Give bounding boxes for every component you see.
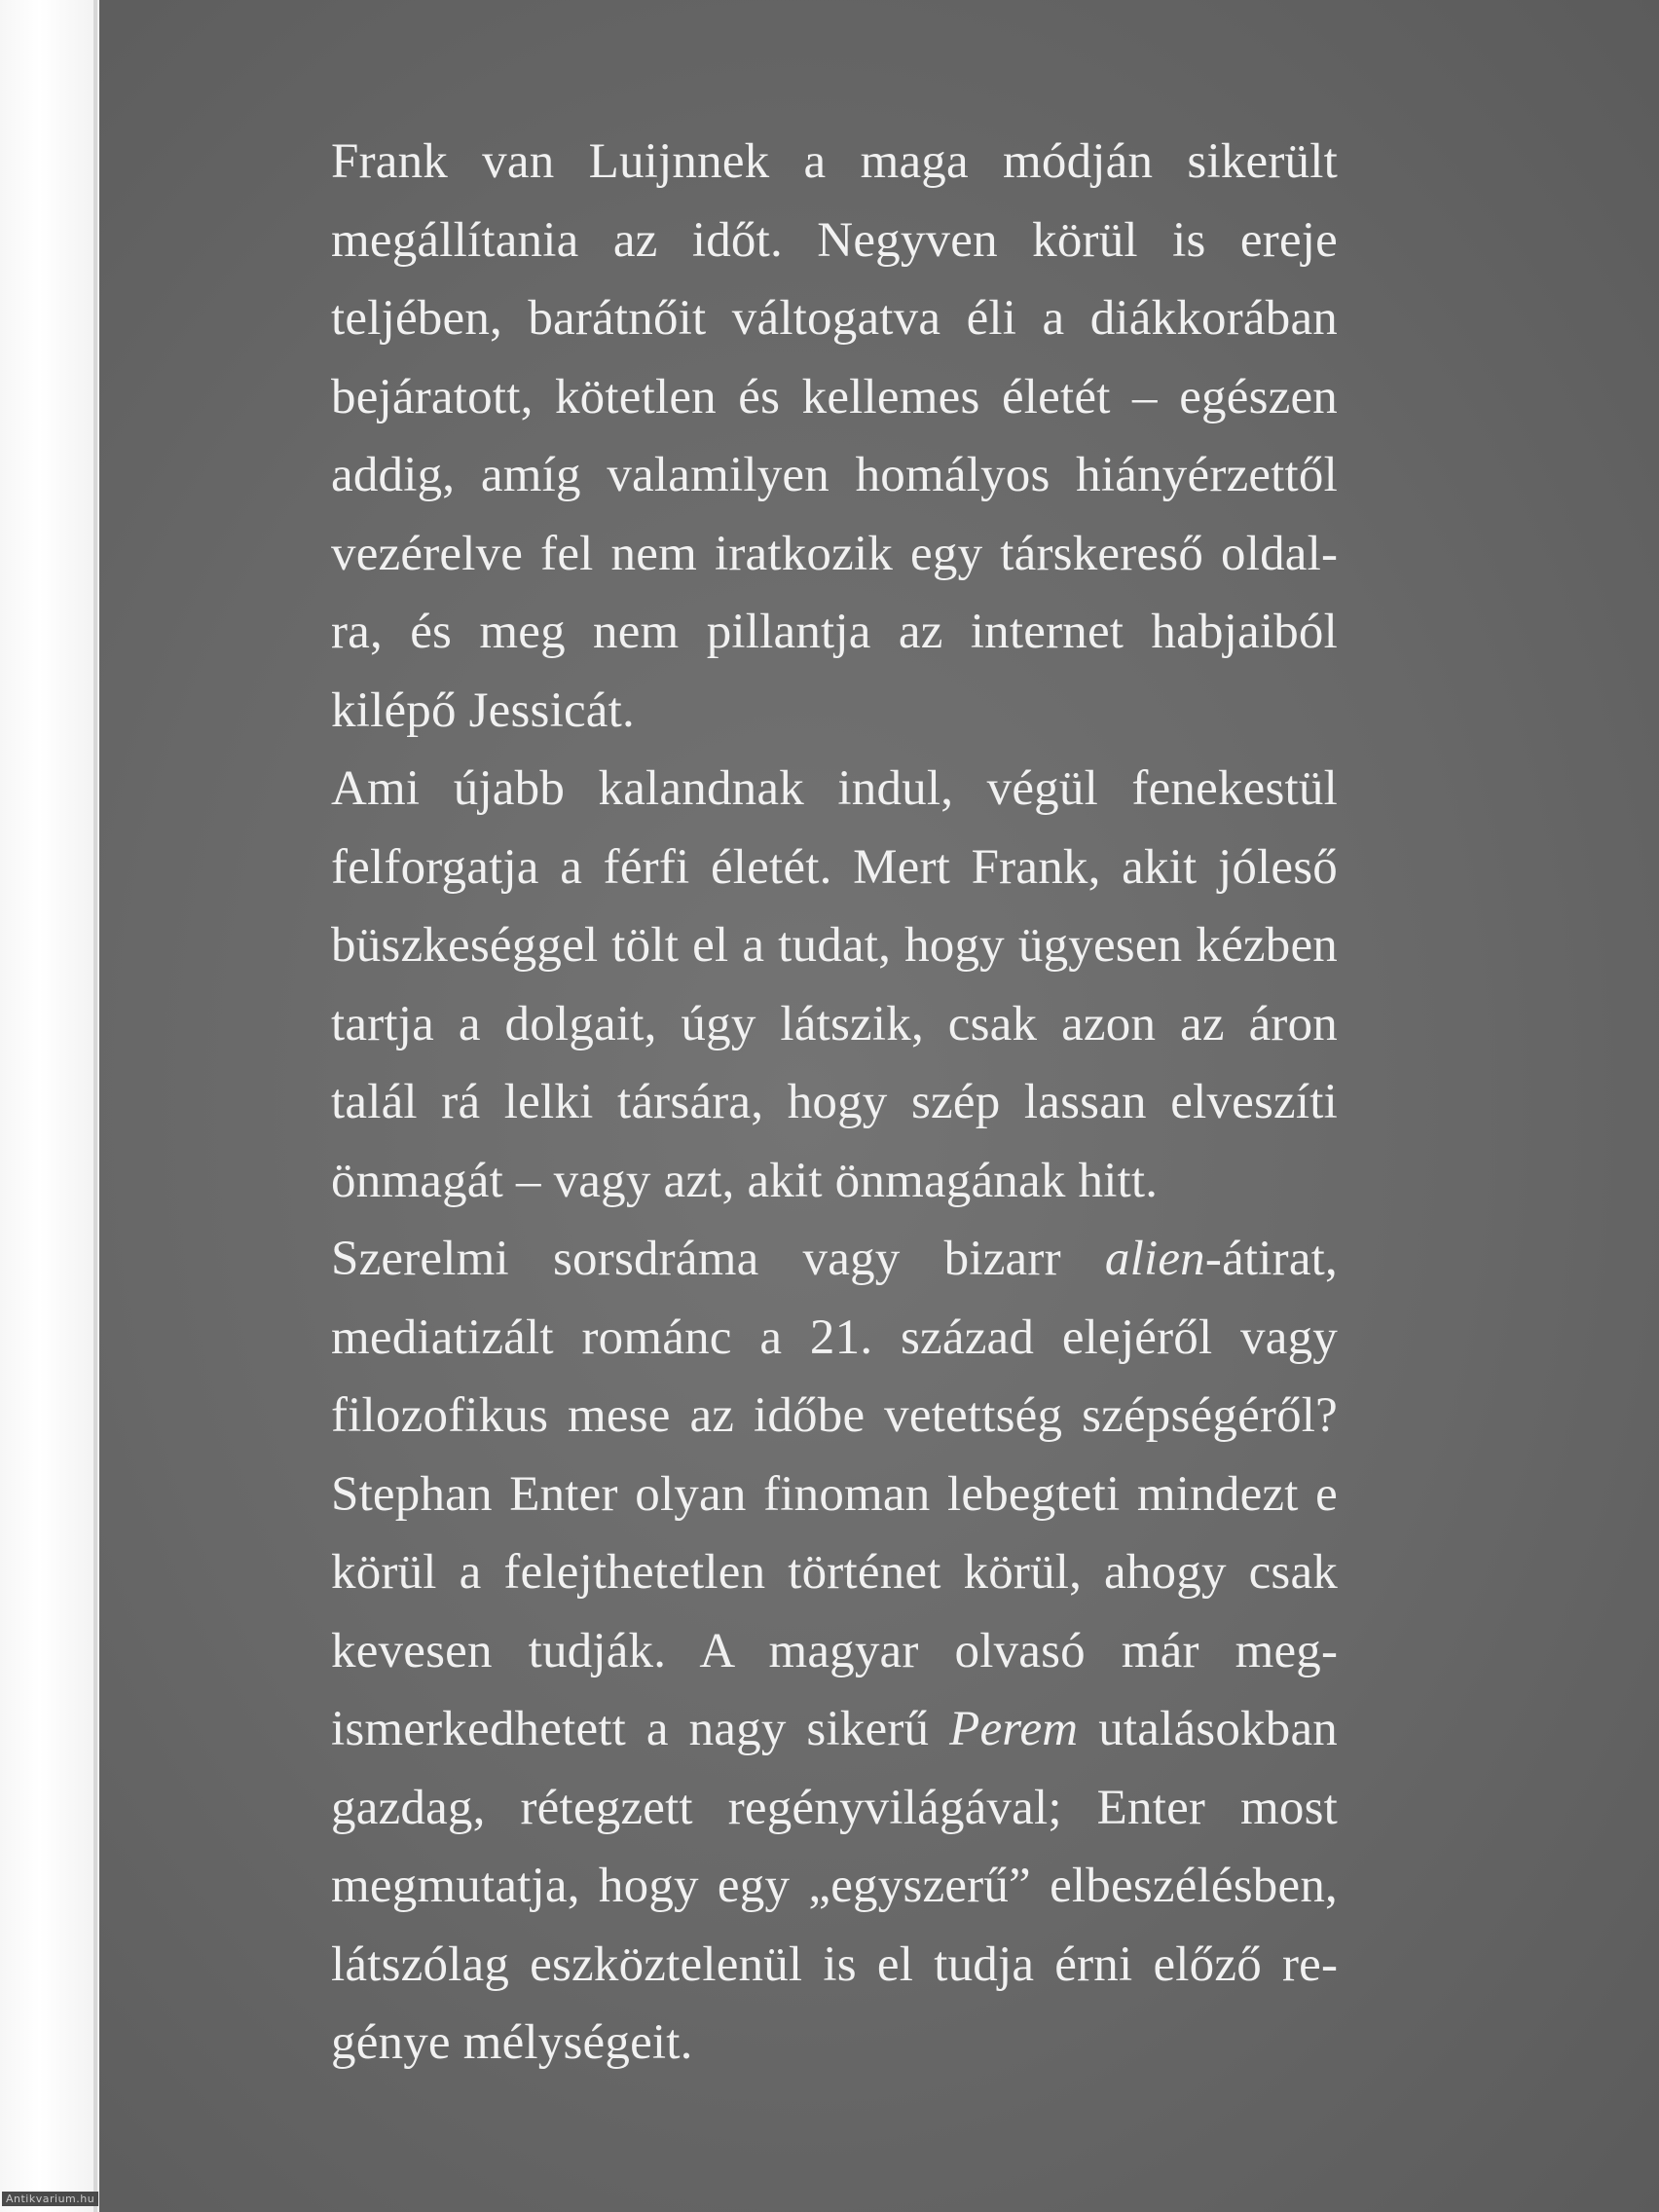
- blurb-italic-perem: Perem: [949, 1702, 1079, 1756]
- blurb-text-block: [331, 123, 1338, 2083]
- blurb-paragraph-1: Frank van Luijnnek a maga módján sikerült megállítania az időt. Negyven körül is ereje teljében, barátnőit váltogatva éli a diákkorában bejáratott, kötetlen és kellemes életét – egészen addig, amíg valamilyen homályos hiányérzettől vezérelve fel nem iratkozik egy társkereső oldalra, és meg nem pillantja az internet habjaiból kilépő Jessicát.: [331, 134, 1338, 738]
- page-left-margin: [0, 0, 99, 2212]
- blurb-paragraph-3: [331, 1220, 1338, 2083]
- blurb-italic-alien: alien: [1104, 1232, 1205, 1286]
- blurb-paragraph-3-start: Szerelmi sorsdráma vagy bizarr: [331, 1232, 1105, 1286]
- book-spine-edge: [93, 0, 97, 2212]
- blurb-paragraph-3-middle: -átirat, mediatizált románc a 21. század elejéről vagy filozofikus mese az időbe vetettség szépségéről? Stephan Enter olyan finoman lebegteti mindezt e körül a felejthetetlen történet körül, ahogy csak kevesen tudják. A magyar olvasó már megismerkedhetett a nagy sikerű: [331, 1232, 1338, 1756]
- blurb-paragraph-2: Ami újabb kalandnak indul, végül fenekestül felforgatja a férfi életét. Mert Frank, akit jóleső büszkeséggel tölt el a tudat, hogy ügyesen kézben tartja a dolgait, úgy látszik, csak azon az áron talál rá lelki társára, hogy szép lassan elveszíti önmagát – vagy azt, akit önmagának hitt.: [331, 761, 1338, 1208]
- blurb-paragraph-3-end: utalásokban gazdag, rétegzett regényvilágával; Enter most megmutatja, hogy egy „egyszerű” elbeszélésben, látszólag eszköztelenül is el tudja érni előző regénye mélységeit.: [331, 1702, 1338, 2070]
- watermark-label: Antikvarium.hu: [2, 2192, 98, 2206]
